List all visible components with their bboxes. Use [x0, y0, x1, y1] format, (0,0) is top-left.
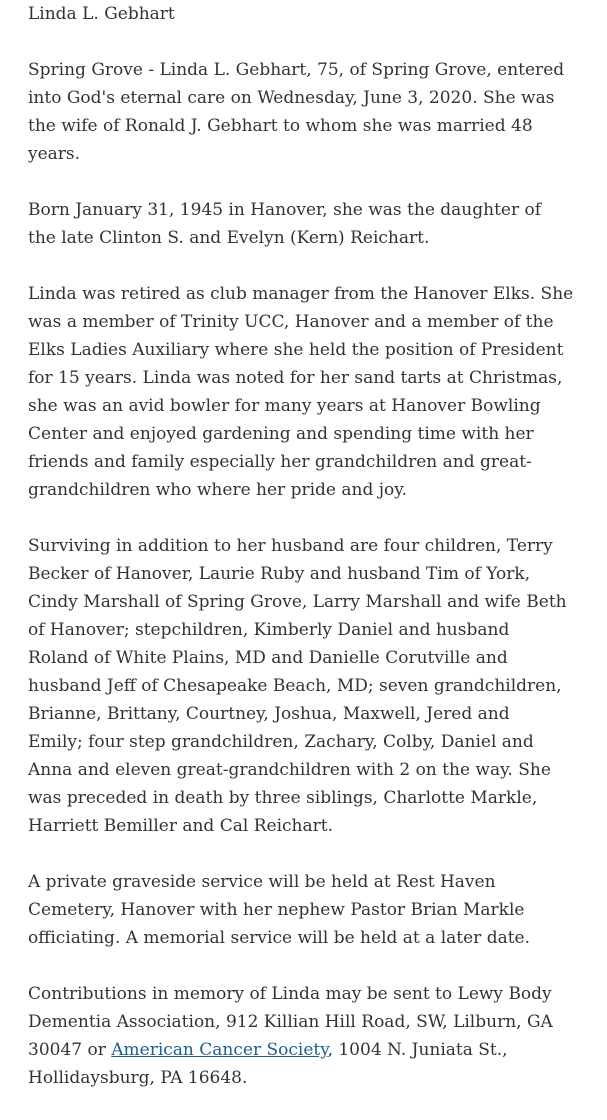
paragraph-announcement: Spring Grove - Linda L. Gebhart, 75, of Spring Grove, entered into God's eternal care on Wednesday, June 3, 2020. She was the wife of Ronald J. Gebhart to whom she was married 48 years.	[28, 60, 565, 164]
obituary-article	[28, 0, 588, 1120]
contributions-text-after: , 1004 N. Juniata St., Hollidaysburg, PA 16648.	[28, 1040, 508, 1088]
american-cancer-society-link[interactable]: American Cancer Society	[111, 1040, 328, 1060]
paragraph-birth: Born January 31, 1945 in Hanover, she was the daughter of the late Clinton S. and Evelyn (Kern) Reichart.	[28, 200, 542, 248]
paragraph-survivors: Surviving in addition to her husband are four children, Terry Becker of Hanover, Laurie Ruby and husband Tim of York, Cindy Marshall of Spring Grove, Larry Marshall and wife Beth of Hanover; stepchildren, Kimberly Daniel and husband Roland of White Plains, MD and Danielle Corutville and husband Jeff of Chesapeake Beach, MD; seven grandchildren, Brianne, Brittany, Courtney, Joshua, Maxwell, Jered and Emily; four step grandchildren, Zachary, Colby, Daniel and Anna and eleven great-grandchildren with 2 on the way. She was preceded in death by three siblings, Charlotte Markle, Harriett Bemiller and Cal Reichart.	[28, 536, 567, 836]
contributions-text-before: Contributions in memory of Linda may be sent to Lewy Body Dementia Association, 912 Killian Hill Road, SW, Lilburn, GA 30047 or	[28, 984, 553, 1060]
paragraph-service: A private graveside service will be held at Rest Haven Cemetery, Hanover with her nephew Pastor Brian Markle officiating. A memorial service will be held at a later date.	[28, 872, 531, 948]
paragraph-contributions	[28, 980, 588, 1092]
paragraph-life: Linda was retired as club manager from the Hanover Elks. She was a member of Trinity UCC, Hanover and a member of the Elks Ladies Auxiliary where she held the position of President for 15 years. Linda was noted for her sand tarts at Christmas, she was an avid bowler for many years at Hanover Bowling Center and enjoyed gardening and spending time with her friends and family especially her grandchildren and great- grandchildren who where her pride and joy.	[28, 284, 574, 500]
obituary-name: Linda L. Gebhart	[28, 4, 175, 24]
